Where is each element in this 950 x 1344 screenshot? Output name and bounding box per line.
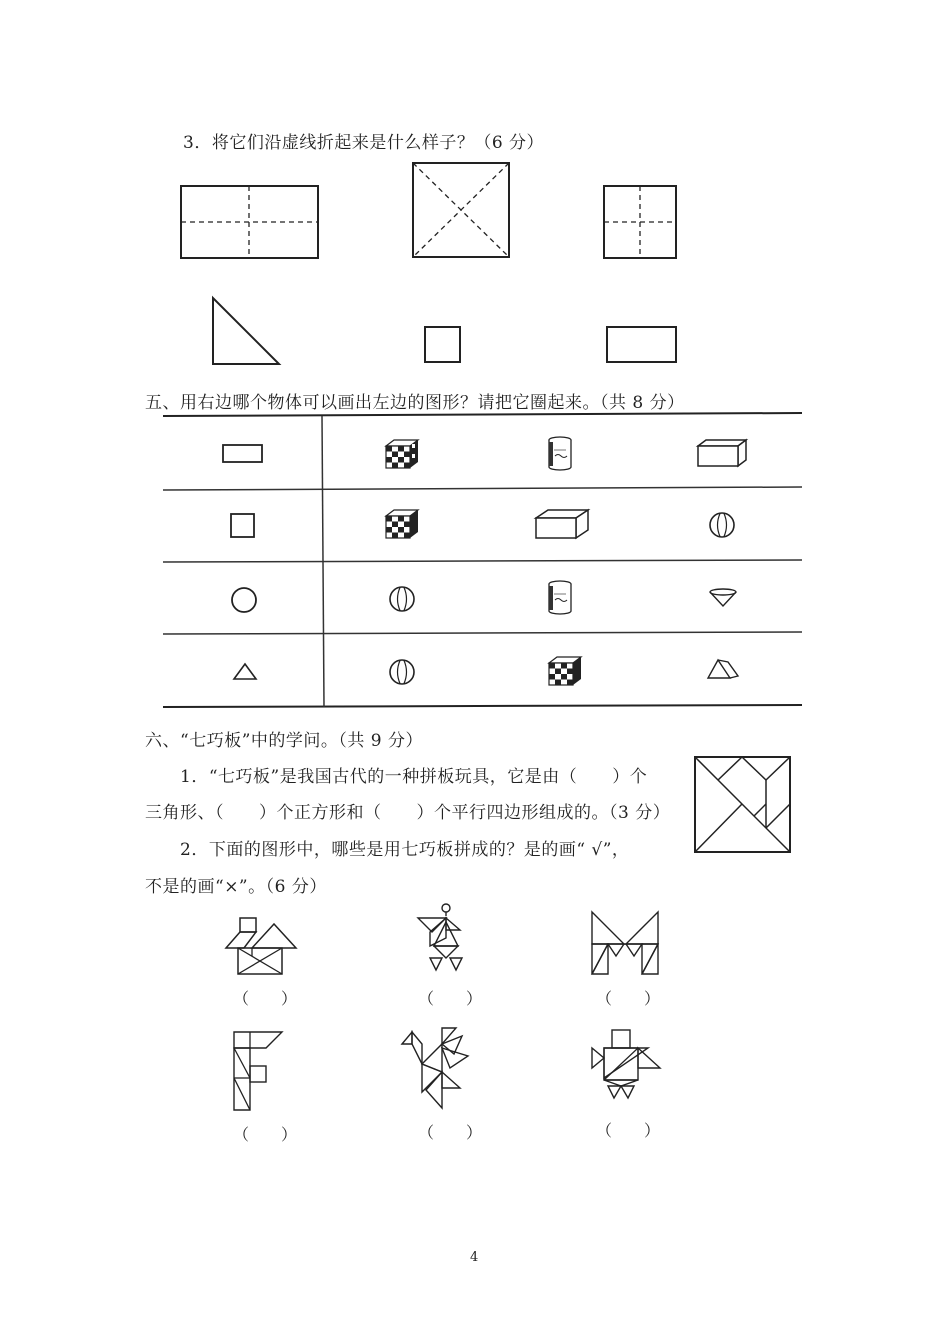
answer-parentheses[interactable]: （ ）: [418, 989, 483, 1008]
result-rectangle-figure: [606, 326, 678, 364]
section6-q2-line2: 不是的画“×”。（6 分）: [145, 877, 327, 897]
ball-icon: [708, 511, 736, 539]
rectangular-box-icon: [534, 508, 590, 540]
ball-icon: [388, 585, 416, 613]
tangram-letter-f-figure: [232, 1030, 288, 1112]
section6-q2-line1: 2．下面的图形中，哪些是用七巧板拼成的？是的画“ √”，: [180, 840, 630, 860]
q3-title: 3．将它们沿虚线折起来是什么样子？（6 分）: [183, 133, 545, 153]
shape-circle-icon: [230, 586, 258, 614]
shape-rectangle-icon: [222, 444, 264, 464]
rectangular-box-icon: [696, 438, 748, 468]
can-icon: [546, 436, 574, 472]
answer-parentheses[interactable]: （ ）: [233, 1125, 298, 1144]
answer-parentheses[interactable]: （ ）: [418, 1123, 483, 1142]
fold-square-diagonal-figure: [412, 162, 512, 260]
triangular-prism-icon: [706, 658, 740, 682]
result-triangle-figure: [210, 296, 282, 366]
page-number: 4: [470, 1250, 479, 1265]
shape-triangle-icon: [232, 662, 258, 682]
rubik-cube-icon: [384, 438, 420, 470]
result-small-square-figure: [424, 326, 462, 364]
cone-icon: [708, 588, 738, 608]
tangram-square-figure: [694, 756, 792, 854]
fold-rectangle-figure: [180, 185, 320, 260]
shape-square-icon: [230, 513, 256, 539]
rubik-cube-icon: [384, 508, 420, 540]
tangram-house-figure: [222, 916, 298, 976]
can-icon: [546, 580, 574, 616]
answer-parentheses[interactable]: （ ）: [596, 989, 661, 1008]
tangram-letter-m-figure: [588, 908, 662, 978]
tangram-person-figure: [412, 902, 472, 976]
section5-title: 五、用右边哪个物体可以画出左边的图形？请把它圈起来。（共 8 分）: [145, 393, 685, 413]
tangram-bird-figure: [398, 1022, 472, 1110]
answer-parentheses[interactable]: （ ）: [233, 989, 298, 1008]
section6-title: 六、“七巧板”中的学问。（共 9 分）: [145, 731, 424, 751]
fold-square-cross-figure: [603, 185, 678, 260]
rubik-cube-icon: [547, 655, 583, 687]
ball-icon: [388, 658, 416, 686]
tangram-duck-figure: [588, 1028, 662, 1102]
section6-q1-line1: 1．“七巧板”是我国古代的一种拼板玩具，它是由（ ）个: [180, 767, 648, 787]
section6-q1-line2: 三角形、（ ）个正方形和（ ）个平行四边形组成的。（3 分）: [145, 803, 671, 823]
answer-parentheses[interactable]: （ ）: [596, 1121, 661, 1140]
